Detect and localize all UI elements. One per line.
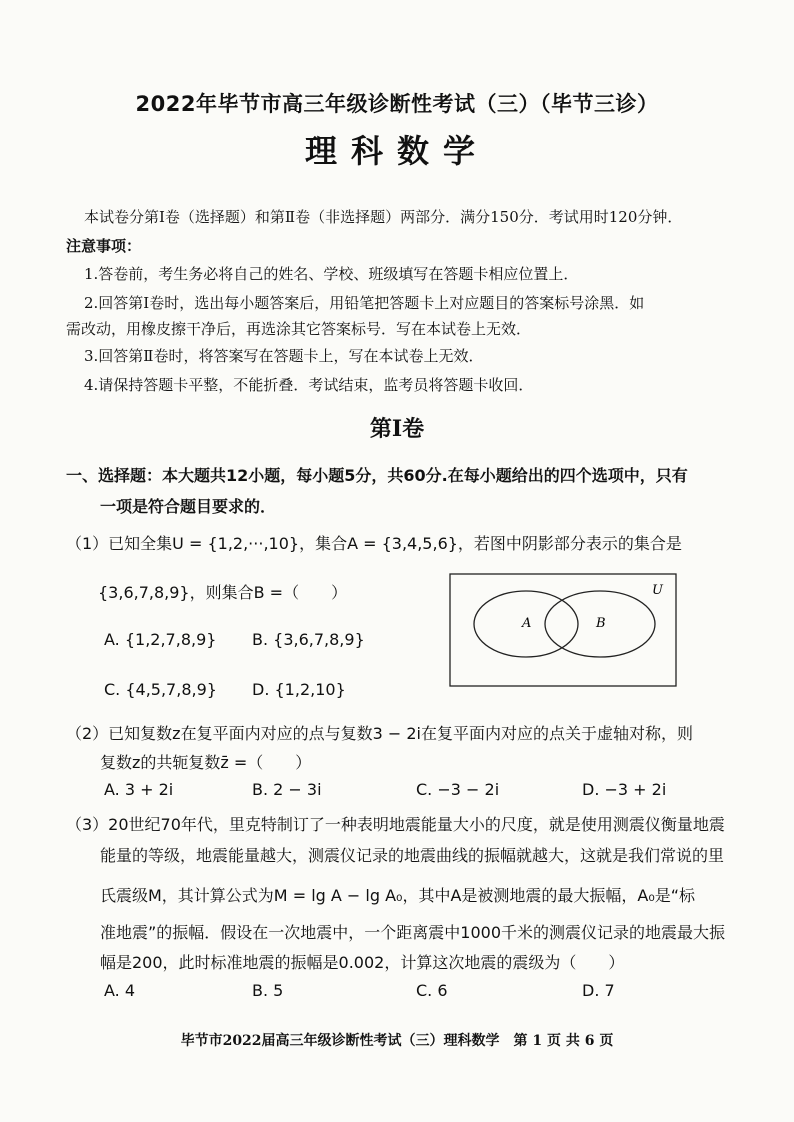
exam-title: 2022年毕节市高三年级诊断性考试（三）（毕节三诊）	[135, 92, 659, 116]
intro-text: 本试卷分第Ⅰ卷（选择题）和第Ⅱ卷（非选择题）两部分．满分150分．考试用时120分钟．	[84, 208, 683, 226]
instruction-item: 2.回答第Ⅰ卷时，选出每小题答案后，用铅笔把答题卡上对应题目的答案标号涂黑．如	[84, 294, 645, 312]
question-2-stem: 复数z的共轭复数z̄ =（ ）	[100, 753, 312, 772]
question-3-stem: 准地震”的振幅．假设在一次地震中，一个距离震中1000千米的测震仪记录的地震最大振	[100, 923, 726, 942]
page-footer: 毕节市2022届高三年级诊断性考试（三）理科数学 第 1 页 共 6 页	[180, 1033, 614, 1049]
section-description: 一、选择题：本大题共12小题，每小题5分，共60分.在每小题给出的四个选项中，只有	[66, 466, 688, 485]
instruction-item: 需改动，用橡皮擦干净后，再选涂其它答案标号．写在本试卷上无效．	[66, 320, 532, 338]
section-description: 一项是符合题目要求的．	[100, 497, 277, 516]
question-3-option: D. 7	[582, 981, 615, 1000]
instruction-item: 1.答卷前，考生务必将自己的姓名、学校、班级填写在答题卡相应位置上．	[84, 265, 579, 283]
question-1-stem: {3,6,7,8,9}，则集合B =（ ）	[98, 583, 348, 602]
question-3-option: A. 4	[104, 981, 136, 1000]
question-2-option: B. 2 − 3i	[252, 780, 322, 799]
instruction-item: 4.请保持答题卡平整，不能折叠．考试结束，监考员将答题卡收回．	[84, 376, 534, 394]
question-1-option: D. {1,2,10}	[252, 680, 346, 699]
question-2-option: C. −3 − 2i	[416, 780, 500, 799]
venn-diagram	[448, 572, 678, 688]
set-a-label: A	[522, 616, 532, 631]
universe-label: U	[652, 583, 663, 598]
universe-rect	[450, 574, 676, 686]
question-2-stem: （2）已知复数z在复平面内对应的点与复数3 − 2i在复平面内对应的点关于虚轴对称，则	[66, 724, 693, 743]
instruction-item: 3.回答第Ⅱ卷时，将答案写在答题卡上，写在本试卷上无效．	[84, 347, 484, 365]
question-3-option: B. 5	[252, 981, 284, 1000]
question-2-option: D. −3 + 2i	[582, 780, 667, 799]
question-1-option: A. {1,2,7,8,9}	[104, 630, 217, 649]
question-2-option: A. 3 + 2i	[104, 780, 174, 799]
question-3-option: C. 6	[416, 981, 448, 1000]
section-title: 第Ⅰ卷	[369, 416, 425, 442]
question-3-stem: 幅是200，此时标准地震的振幅是0.002，计算这次地震的震级为（ ）	[100, 953, 625, 972]
question-3-stem: 氏震级M，其计算公式为M = lg A − lg A₀，其中A是被测地震的最大振幅，A₀是“标	[100, 886, 696, 905]
question-1-stem: （1）已知全集U = {1,2,···,10}，集合A = {3,4,5,6}，若图中阴影部分表示的集合是	[66, 534, 682, 553]
question-3-stem: （3）20世纪70年代，里克特制订了一种表明地震能量大小的尺度，就是使用测震仪衡量地震	[66, 815, 725, 834]
subject-title: 理科数学	[304, 132, 489, 170]
question-3-stem: 能量的等级，地震能量越大，测震仪记录的地震曲线的振幅就越大，这就是我们常说的里	[100, 846, 725, 865]
set-b-label: B	[596, 616, 606, 631]
question-1-option: C. {4,5,7,8,9}	[104, 680, 217, 699]
question-1-option: B. {3,6,7,8,9}	[252, 630, 365, 649]
notice-title: 注意事项：	[66, 237, 142, 255]
